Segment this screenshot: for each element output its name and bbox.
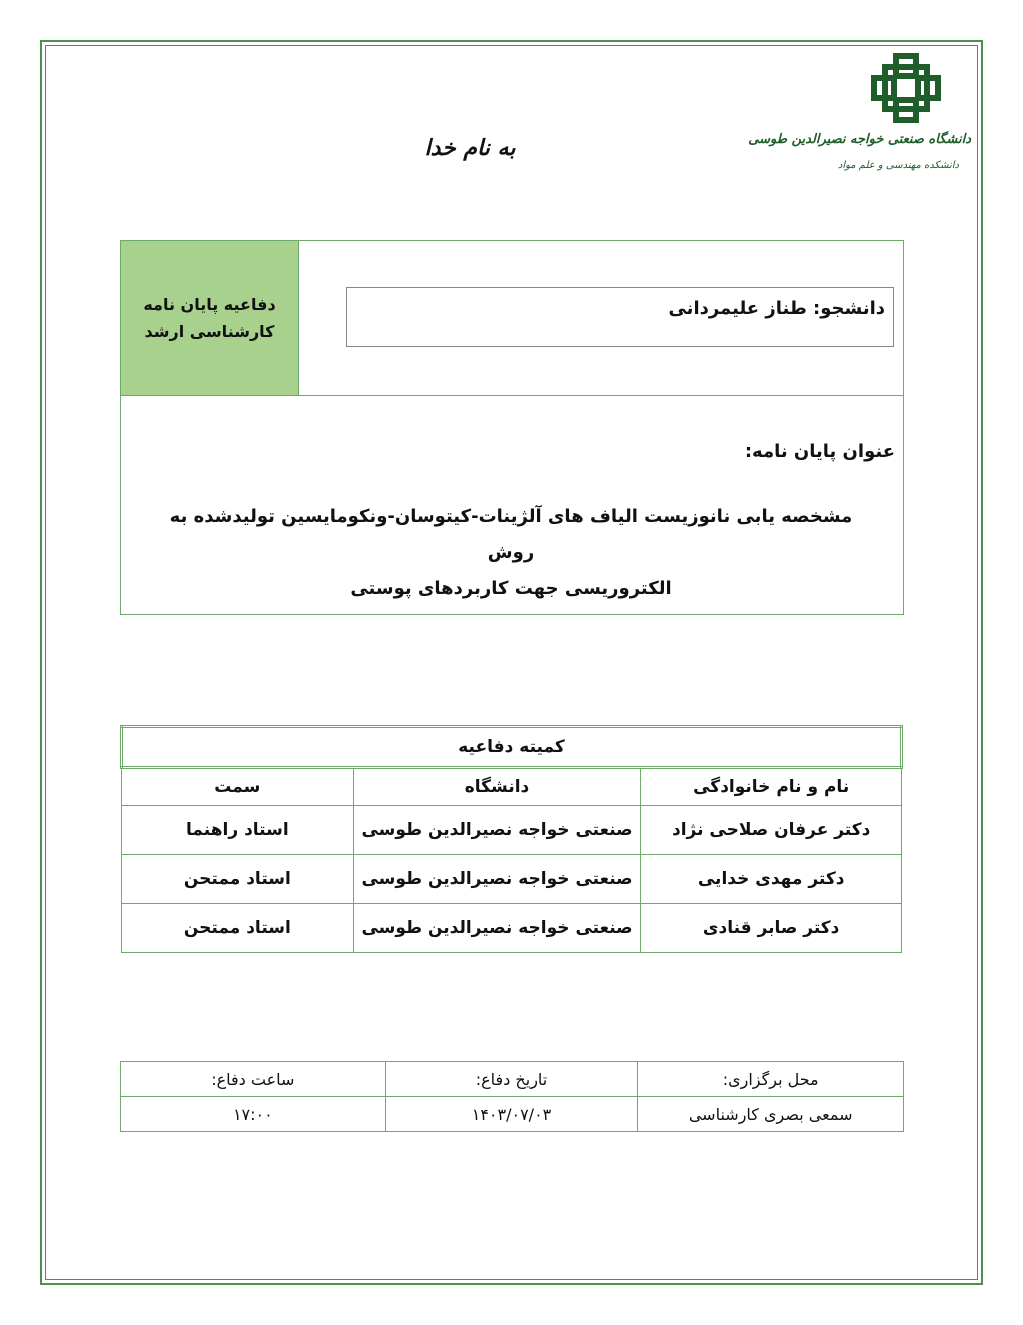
member-role: استاد ممتحن (122, 855, 354, 904)
table-row (122, 806, 902, 855)
logo-university-name: دانشگاه صنعتی خواجه نصیرالدین طوسی (748, 132, 971, 147)
defense-type-line2: کارشناسی ارشد (144, 322, 275, 341)
committee-table (120, 725, 903, 953)
defense-info-box (120, 240, 904, 615)
student-name: دانشجو: طناز علیمردانی (668, 298, 885, 319)
venue-table (120, 1061, 904, 1132)
member-university: صنعتی خواجه نصیرالدین طوسی (353, 806, 641, 855)
table-row (122, 904, 902, 953)
thesis-title-label: عنوان پایان نامه: (744, 441, 895, 462)
header-name: نام و نام خانوادگی (641, 768, 902, 806)
table-row (121, 1062, 904, 1097)
member-role: استاد ممتحن (122, 904, 354, 953)
member-university: صنعتی خواجه نصیرالدین طوسی (353, 904, 641, 953)
member-name: دکتر عرفان صلاحی نژاد (641, 806, 902, 855)
defense-type-line1: دفاعیه پایان نامه (143, 295, 276, 314)
time-label: ساعت دفاع: (121, 1062, 386, 1097)
venue-value: سمعی بصری کارشناسی (638, 1097, 904, 1132)
thesis-title-line2: الکتروریسی جهت کاربردهای پوستی (350, 578, 672, 599)
university-logo (748, 52, 973, 192)
committee-caption: کمیته دفاعیه (122, 727, 902, 768)
thesis-title (161, 499, 861, 607)
university-emblem-icon (868, 52, 944, 128)
student-box (346, 287, 894, 347)
member-university: صنعتی خواجه نصیرالدین طوسی (353, 855, 641, 904)
date-value: ۱۴۰۳/۰۷/۰۳ (385, 1097, 638, 1132)
date-label: تاریخ دفاع: (385, 1062, 638, 1097)
info-divider (121, 395, 903, 396)
member-name: دکتر مهدی خدایی (641, 855, 902, 904)
table-row (121, 1097, 904, 1132)
basmala-heading: به نام خدا (424, 135, 516, 161)
defense-type-cell (121, 241, 299, 395)
time-value: ۱۷:۰۰ (121, 1097, 386, 1132)
table-row (122, 855, 902, 904)
member-role: استاد راهنما (122, 806, 354, 855)
header-role: سمت (122, 768, 354, 806)
logo-faculty-name: دانشکده مهندسی و علم مواد (837, 160, 959, 171)
member-name: دکتر صابر قنادی (641, 904, 902, 953)
thesis-title-line1: مشخصه یابی نانوزیست الیاف های آلژینات-کیتوسان-ونکومایسین تولیدشده به روش (169, 506, 853, 563)
header-university: دانشگاه (353, 768, 641, 806)
venue-label: محل برگزاری: (638, 1062, 904, 1097)
